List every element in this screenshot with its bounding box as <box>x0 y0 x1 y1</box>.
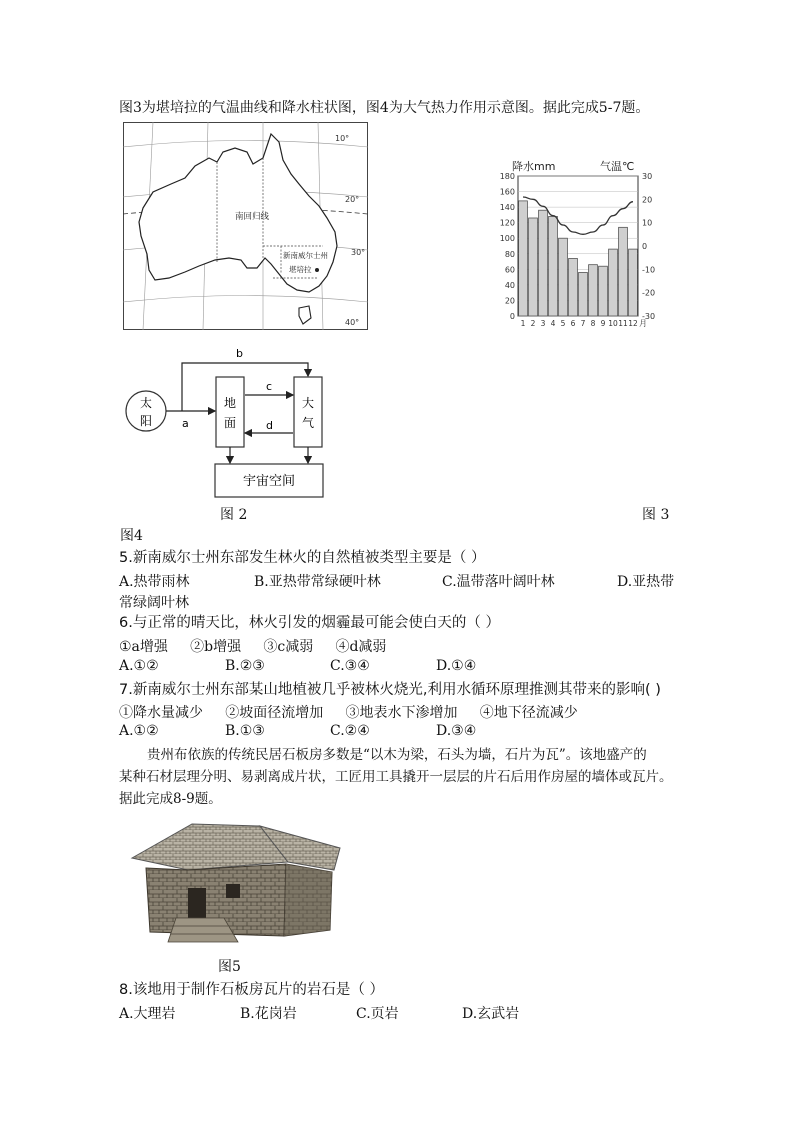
q7-items: ①降水量减少 ②坡面径流增加 ③地表水下渗增加 ④地下径流减少 <box>119 705 578 721</box>
space-label: 宇宙空间 <box>242 474 296 489</box>
tropic-label: 南回归线 <box>235 212 270 222</box>
left-tick-label: 60 <box>504 265 515 275</box>
q6-option-d: D.①④ <box>436 658 477 674</box>
q7-stem: 7.新南威尔士州东部某山地植被几乎被林火烧光,利用水循环原理推测其带来的影响( ) <box>119 682 661 698</box>
atmosphere-box <box>294 377 322 447</box>
arrow-a-label: a <box>182 417 189 430</box>
sun-char-2: 阳 <box>139 414 153 428</box>
month-tick-label: 12 <box>628 319 638 328</box>
passage-line-3: 据此完成8-9题。 <box>119 791 222 807</box>
precip-bar <box>549 216 558 316</box>
month-tick-label: 5 <box>560 319 566 328</box>
atmos-char-1: 大 <box>301 396 315 410</box>
precip-bar <box>599 266 608 316</box>
right-tick-label: 10 <box>642 218 653 228</box>
q8-option-b: B.花岗岩 <box>240 1006 297 1022</box>
q8-option-a: A.大理岩 <box>119 1006 176 1022</box>
month-tick-label: 2 <box>530 319 536 328</box>
q5-stem: 5.新南威尔士州东部发生林火的自然植被类型主要是（ ） <box>119 550 486 566</box>
precip-bar <box>559 238 568 316</box>
precip-bar <box>589 265 598 316</box>
q8-option-d: D.玄武岩 <box>462 1006 520 1022</box>
q6-stem: 6.与正常的晴天比，林火引发的烟霾最可能会使白天的（ ） <box>119 615 500 631</box>
q6-items: ①a增强 ②b增强 ③c减弱 ④d减弱 <box>119 639 387 655</box>
passage-line-2: 某种石材层理分明、易剥离成片状，工匠用工具撬开一层层的片石后用作房屋的墙体或瓦片。 <box>119 769 673 785</box>
temp-axis-label: 气温℃ <box>600 160 635 173</box>
left-tick-label: 160 <box>499 187 515 197</box>
month-unit-label: 月 <box>639 319 647 328</box>
left-tick-label: 0 <box>509 312 515 321</box>
climate-chart <box>490 156 670 338</box>
q7-option-d: D.③④ <box>436 723 477 739</box>
right-tick-label: -30 <box>642 312 656 321</box>
left-tick-label: 120 <box>499 218 515 228</box>
precip-bar <box>519 201 528 316</box>
precip-bar <box>609 249 618 316</box>
right-tick-label: 0 <box>642 242 648 251</box>
month-tick-label: 8 <box>590 319 596 328</box>
q7-option-c: C.②④ <box>330 723 370 739</box>
precip-bar <box>619 227 628 316</box>
q5-option-d-continued: 常绿阔叶林 <box>119 595 189 611</box>
atmosphere-heat-diagram <box>120 345 335 503</box>
month-tick-label: 1 <box>520 319 526 328</box>
lat-label-30: 30° <box>351 248 366 257</box>
q5-option-c: C.温带落叶阔叶林 <box>442 574 555 590</box>
precip-bar <box>629 249 638 316</box>
q8-stem: 8.该地用于制作石板房瓦片的岩石是（ ） <box>119 982 384 998</box>
left-tick-label: 20 <box>504 296 515 306</box>
arrow-b <box>182 363 308 411</box>
left-tick-label: 100 <box>499 234 515 244</box>
arrow-b-label: b <box>236 347 243 360</box>
month-tick-label: 9 <box>600 319 606 328</box>
lat-label-10: 10° <box>335 134 350 143</box>
q5-option-b: B.亚热带常绿硬叶林 <box>254 574 381 590</box>
right-tick-label: 20 <box>642 195 653 205</box>
state-label: 新南威尔士州 <box>283 251 328 260</box>
precip-bar <box>579 272 588 316</box>
precip-axis-label: 降水mm <box>512 160 556 173</box>
caption-fig3: 图 3 <box>642 507 670 523</box>
arrow-d-label: d <box>266 419 273 432</box>
sun-char-1: 太 <box>139 396 153 410</box>
right-tick-label: -20 <box>642 288 656 298</box>
intro-text: 图3为堪培拉的气温曲线和降水柱状图，图4为大气热力作用示意图。据此完成5-7题。 <box>119 100 650 116</box>
q5-option-d: D.亚热带 <box>617 574 675 590</box>
caption-fig4: 图4 <box>120 528 143 544</box>
city-label: 堪培拉 <box>289 265 312 274</box>
left-tick-label: 140 <box>499 203 515 213</box>
caption-fig2: 图 2 <box>220 507 248 523</box>
lat-label-20: 20° <box>345 195 360 204</box>
ground-box <box>216 377 244 447</box>
q6-option-a: A.①② <box>119 658 159 674</box>
month-tick-label: 6 <box>570 319 576 328</box>
precip-bar <box>539 210 548 316</box>
lat-label-40: 40° <box>345 318 360 327</box>
month-tick-label: 11 <box>618 319 628 328</box>
month-tick-label: 7 <box>580 319 586 328</box>
arrow-c-label: c <box>266 380 273 393</box>
q5-option-a: A.热带雨林 <box>119 574 190 590</box>
month-tick-label: 3 <box>540 319 546 328</box>
month-tick-label: 4 <box>550 319 556 328</box>
right-tick-label: 30 <box>642 172 653 181</box>
ground-char-1: 地 <box>223 396 237 410</box>
left-tick-label: 180 <box>499 172 515 181</box>
ground-char-2: 面 <box>223 416 237 430</box>
month-tick-label: 10 <box>608 319 618 328</box>
left-tick-label: 80 <box>504 249 515 259</box>
q6-option-b: B.②③ <box>225 658 265 674</box>
australia-map <box>123 122 368 330</box>
right-tick-label: -10 <box>642 265 656 275</box>
passage-line-1: 贵州布依族的传统民居石板房多数是“以木为梁，石头为墙，石片为瓦”。该地盛产的 <box>147 747 647 763</box>
left-tick-label: 40 <box>504 280 515 290</box>
caption-fig5: 图5 <box>218 959 241 975</box>
q6-option-c: C.③④ <box>330 658 370 674</box>
precip-bar <box>529 218 538 316</box>
stone-house-illustration <box>128 818 348 950</box>
q7-option-a: A.①② <box>119 723 159 739</box>
precip-bar <box>569 258 578 316</box>
q7-option-b: B.①③ <box>225 723 265 739</box>
atmos-char-2: 气 <box>301 416 315 430</box>
q8-option-c: C.页岩 <box>356 1006 399 1022</box>
